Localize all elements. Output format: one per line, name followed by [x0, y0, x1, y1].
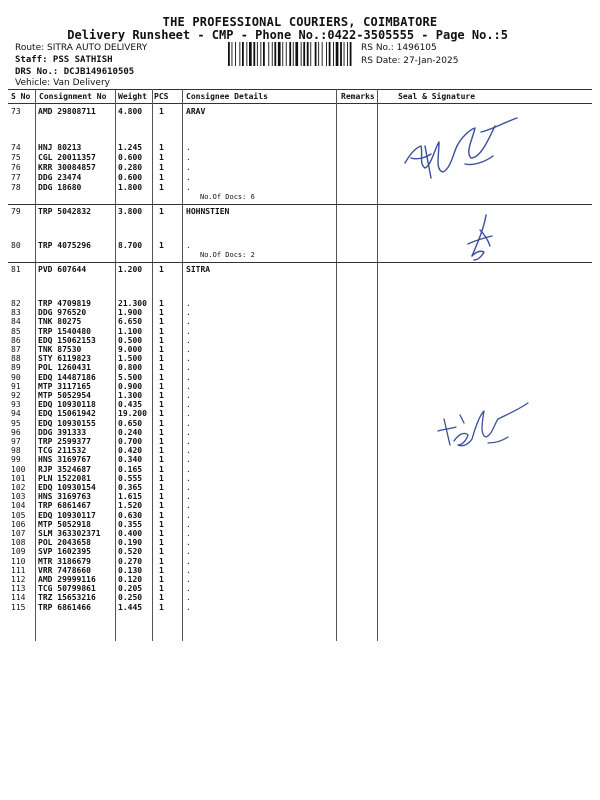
row-weight: 0.600	[118, 173, 143, 182]
col-sep-2	[115, 89, 116, 641]
row-sno: 79	[11, 207, 21, 216]
row-consignment: HNJ 80213	[38, 143, 82, 152]
barcode-bar	[278, 42, 281, 66]
row-sno: 85	[11, 326, 21, 336]
row-sno: 83	[11, 308, 21, 318]
row-pcs: 1	[159, 437, 164, 446]
row-consignment: EDQ 10930118	[38, 400, 96, 410]
row-pcs: 1	[159, 163, 164, 172]
row-weight: 1.800	[118, 183, 143, 192]
barcode-bar	[228, 42, 230, 66]
consignee-name: SITRA	[186, 265, 211, 274]
row-consignment: SVP 1602395	[38, 547, 91, 557]
row-consignment: TRP 5042832	[38, 207, 91, 216]
row-weight: 1.500	[118, 354, 143, 364]
consignee-dot: .	[186, 538, 191, 548]
consignee-dot: .	[186, 400, 191, 410]
barcode-bar	[295, 42, 298, 66]
row-pcs: 1	[159, 299, 164, 308]
row-weight: 6.650	[118, 317, 143, 327]
row-consignment: PVD 607644	[38, 265, 87, 274]
consignee-dot: .	[186, 473, 191, 483]
col-sep-6	[377, 89, 378, 641]
row-weight: 0.900	[118, 381, 143, 391]
row-weight: 8.700	[118, 241, 143, 250]
row-pcs: 1	[159, 317, 164, 327]
row-sno: 107	[11, 529, 26, 538]
row-consignment: EDQ 10930154	[38, 483, 96, 492]
row-consignment: EDQ 10930155	[38, 418, 96, 428]
row-weight: 0.130	[118, 565, 143, 575]
barcode-bar	[322, 42, 323, 66]
barcode-bar	[344, 42, 345, 66]
row-consignment: MTP 3117165	[38, 381, 91, 391]
group-rule-1	[8, 204, 592, 205]
col-header-pcs: PCS	[154, 92, 169, 101]
row-consignment: TRP 2599377	[38, 437, 91, 446]
row-sno: 111	[11, 565, 26, 575]
row-weight: 1.900	[118, 308, 143, 318]
row-weight: 4.800	[118, 107, 143, 116]
row-consignment: MTP 5052954	[38, 391, 91, 400]
consignee-dot: .	[186, 575, 191, 584]
row-pcs: 1	[159, 593, 164, 603]
barcode-bar	[232, 42, 233, 66]
row-pcs: 1	[159, 173, 164, 182]
row-consignment: POL 2043658	[38, 538, 91, 548]
row-pcs: 1	[159, 326, 164, 336]
row-weight: 0.270	[118, 556, 143, 566]
row-pcs: 1	[159, 492, 164, 502]
row-pcs: 1	[159, 501, 164, 511]
consignee-dot: .	[186, 584, 191, 594]
row-pcs: 1	[159, 391, 164, 400]
consignee-dot: .	[186, 529, 191, 538]
signature-scribble-2	[458, 210, 508, 265]
row-sno: 75	[11, 153, 21, 162]
row-sno: 92	[11, 391, 21, 400]
barcode-bar	[315, 42, 317, 66]
row-weight: 0.165	[118, 464, 143, 474]
consignee-dot: .	[186, 381, 191, 391]
row-consignment: TCG 50799861	[38, 584, 96, 594]
row-weight: 0.420	[118, 446, 143, 456]
row-weight: 0.250	[118, 593, 143, 603]
row-sno: 73	[11, 107, 21, 116]
row-weight: 21.300	[118, 299, 147, 308]
row-weight: 3.800	[118, 207, 143, 216]
vehicle-label: Vehicle: Van Delivery	[15, 78, 110, 88]
row-consignment: TRP 6861466	[38, 602, 91, 612]
row-sno: 88	[11, 354, 21, 364]
consignee-dot: .	[186, 602, 191, 612]
row-consignment: DDG 23474	[38, 173, 82, 182]
row-pcs: 1	[159, 241, 164, 250]
barcode-bar	[235, 42, 236, 66]
row-consignment: TRP 4709819	[38, 299, 91, 308]
consignee-dot: .	[186, 241, 191, 250]
barcode-image	[228, 42, 352, 66]
row-weight: 0.700	[118, 437, 143, 446]
rs-number: RS No.: 1496105	[361, 43, 437, 53]
consignee-dot: .	[186, 418, 191, 428]
row-weight: 0.500	[118, 335, 143, 345]
barcode-bar	[293, 42, 294, 66]
row-sno: 96	[11, 427, 21, 437]
row-pcs: 1	[159, 107, 164, 116]
row-sno: 103	[11, 492, 26, 502]
barcode-bar	[307, 42, 309, 66]
barcode-bar	[336, 42, 339, 66]
row-weight: 1.100	[118, 326, 143, 336]
barcode-bar	[257, 42, 258, 66]
consignee-dot: .	[186, 565, 191, 575]
row-consignment: RJP 3524687	[38, 464, 91, 474]
row-consignment: HNS 3169767	[38, 455, 91, 465]
row-pcs: 1	[159, 473, 164, 483]
row-consignment: SLM 363302371	[38, 529, 101, 538]
row-consignment: TNK 80275	[38, 317, 82, 327]
barcode-bar	[333, 42, 334, 66]
row-consignment: POL 1260431	[38, 363, 91, 373]
barcode-bar	[340, 42, 342, 66]
consignee-name: HOHNSTIEN	[186, 207, 230, 216]
row-pcs: 1	[159, 427, 164, 437]
row-sno: 91	[11, 381, 21, 391]
row-weight: 1.445	[118, 602, 143, 612]
row-weight: 0.435	[118, 400, 143, 410]
barcode-bar	[329, 42, 331, 66]
row-consignment: DDG 18680	[38, 183, 82, 192]
row-pcs: 1	[159, 575, 164, 584]
row-pcs: 1	[159, 602, 164, 612]
page-subtitle: Delivery Runsheet - CMP - Phone No.:0422-3505555 - Page No.:5	[67, 28, 508, 42]
consignee-dot: .	[186, 483, 191, 492]
col-header-remarks: Remarks	[341, 92, 375, 101]
row-consignment: EDQ 10930117	[38, 510, 96, 520]
row-weight: 0.280	[118, 163, 143, 172]
row-weight: 0.355	[118, 519, 143, 529]
row-pcs: 1	[159, 547, 164, 557]
no-of-docs: No.Of Docs: 2	[200, 251, 255, 259]
row-pcs: 1	[159, 354, 164, 364]
row-weight: 0.630	[118, 510, 143, 520]
row-consignment: EDQ 14487186	[38, 372, 96, 382]
row-weight: 0.555	[118, 473, 143, 483]
col-header-weight: Weight	[118, 92, 147, 101]
barcode-bar	[301, 42, 302, 66]
consignee-dot: .	[186, 519, 191, 529]
barcode-bar	[272, 42, 273, 66]
row-sno: 109	[11, 547, 26, 557]
row-weight: 1.520	[118, 501, 143, 511]
consignee-dot: .	[186, 547, 191, 557]
row-sno: 95	[11, 418, 21, 428]
row-consignment: AMD 29999116	[38, 575, 96, 584]
consignee-dot: .	[186, 409, 191, 419]
consignee-dot: .	[186, 427, 191, 437]
row-pcs: 1	[159, 207, 164, 216]
barcode-bar	[263, 42, 265, 66]
row-pcs: 1	[159, 464, 164, 474]
consignee-dot: .	[186, 455, 191, 465]
row-weight: 1.300	[118, 391, 143, 400]
row-pcs: 1	[159, 143, 164, 152]
row-sno: 98	[11, 446, 21, 456]
consignee-dot: .	[186, 163, 191, 172]
col-sep-1	[35, 89, 36, 641]
row-sno: 104	[11, 501, 26, 511]
signature-scribble-1	[395, 108, 535, 198]
row-consignment: KRR 30084857	[38, 163, 96, 172]
row-pcs: 1	[159, 345, 164, 354]
table-header-rule	[8, 103, 592, 104]
row-consignment: HNS 3169763	[38, 492, 91, 502]
consignee-dot: .	[186, 153, 191, 162]
row-consignment: TNK 87530	[38, 345, 82, 354]
row-pcs: 1	[159, 556, 164, 566]
barcode-bar	[239, 42, 240, 66]
row-consignment: DDG 976520	[38, 308, 87, 318]
row-sno: 87	[11, 345, 21, 354]
staff-label: Staff: PSS SATHISH	[15, 55, 113, 65]
barcode-bar	[242, 42, 244, 66]
row-pcs: 1	[159, 372, 164, 382]
row-weight: 1.615	[118, 492, 143, 502]
barcode-bar	[268, 42, 269, 66]
barcode-bar	[286, 42, 287, 66]
col-sep-4	[182, 89, 183, 641]
row-sno: 113	[11, 584, 26, 594]
barcode-bar	[318, 42, 319, 66]
barcode-bar	[350, 42, 352, 66]
barcode-bar	[260, 42, 261, 66]
row-weight: 0.120	[118, 575, 143, 584]
barcode-bar	[274, 42, 276, 66]
row-weight: 0.240	[118, 427, 143, 437]
consignee-dot: .	[186, 464, 191, 474]
consignee-dot: .	[186, 556, 191, 566]
row-weight: 0.400	[118, 529, 143, 538]
row-weight: 0.650	[118, 418, 143, 428]
consignee-dot: .	[186, 173, 191, 182]
row-weight: 0.340	[118, 455, 143, 465]
row-pcs: 1	[159, 335, 164, 345]
barcode-bar	[289, 42, 291, 66]
row-weight: 0.520	[118, 547, 143, 557]
row-consignment: AMD 29808711	[38, 107, 96, 116]
consignee-dot: .	[186, 143, 191, 152]
row-sno: 94	[11, 409, 21, 419]
row-sno: 90	[11, 372, 21, 382]
row-pcs: 1	[159, 538, 164, 548]
col-header-consignment: Consignment No	[39, 92, 107, 101]
no-of-docs: No.Of Docs: 6	[200, 193, 255, 201]
consignee-dot: .	[186, 492, 191, 502]
row-consignment: VRR 7478660	[38, 565, 91, 575]
row-pcs: 1	[159, 400, 164, 410]
consignee-dot: .	[186, 326, 191, 336]
barcode-bar	[246, 42, 247, 66]
consignee-dot: .	[186, 501, 191, 511]
col-sep-3	[152, 89, 153, 641]
row-weight: 1.245	[118, 143, 143, 152]
row-sno: 89	[11, 363, 21, 373]
consignee-dot: .	[186, 372, 191, 382]
row-sno: 86	[11, 335, 21, 345]
row-consignment: PLN 1522081	[38, 473, 91, 483]
barcode-bar	[310, 42, 311, 66]
consignee-dot: .	[186, 593, 191, 603]
row-sno: 99	[11, 455, 21, 465]
row-weight: 5.500	[118, 372, 143, 382]
row-sno: 80	[11, 241, 21, 250]
row-sno: 78	[11, 183, 21, 192]
row-pcs: 1	[159, 308, 164, 318]
row-pcs: 1	[159, 265, 164, 274]
row-sno: 102	[11, 483, 26, 492]
drs-label: DRS No.: DCJB149610505	[15, 67, 135, 77]
consignee-dot: .	[186, 510, 191, 520]
row-pcs: 1	[159, 409, 164, 419]
row-consignment: TRP 1540480	[38, 326, 91, 336]
row-sno: 114	[11, 593, 26, 603]
row-sno: 81	[11, 265, 21, 274]
row-pcs: 1	[159, 381, 164, 391]
row-weight: 0.600	[118, 153, 143, 162]
row-pcs: 1	[159, 510, 164, 520]
row-consignment: TCG 211532	[38, 446, 87, 456]
signature-scribble-3	[430, 395, 540, 455]
row-weight: 0.365	[118, 483, 143, 492]
col-header-sno: S No	[11, 92, 31, 101]
row-pcs: 1	[159, 519, 164, 529]
row-weight: 0.800	[118, 363, 143, 373]
row-consignment: MTP 5052918	[38, 519, 91, 529]
consignee-dot: .	[186, 363, 191, 373]
consignee-dot: .	[186, 317, 191, 327]
barcode-bar	[249, 42, 252, 66]
barcode-bar	[253, 42, 255, 66]
row-sno: 108	[11, 538, 26, 548]
barcode-bar	[303, 42, 305, 66]
route-label: Route: SITRA AUTO DELIVERY	[15, 43, 148, 53]
consignee-name: ARAV	[186, 107, 206, 116]
row-sno: 93	[11, 400, 21, 410]
row-sno: 100	[11, 464, 26, 474]
consignee-dot: .	[186, 391, 191, 400]
row-sno: 74	[11, 143, 21, 152]
row-pcs: 1	[159, 418, 164, 428]
consignee-dot: .	[186, 437, 191, 446]
row-consignment: EDQ 15062153	[38, 335, 96, 345]
row-sno: 82	[11, 299, 21, 308]
row-sno: 105	[11, 510, 26, 520]
row-pcs: 1	[159, 363, 164, 373]
col-header-seal: Seal & Signature	[398, 92, 476, 101]
consignee-dot: .	[186, 446, 191, 456]
barcode-bar	[282, 42, 283, 66]
row-weight: 0.190	[118, 538, 143, 548]
row-weight: 1.200	[118, 265, 143, 274]
table-top-rule	[8, 89, 592, 90]
consignee-dot: .	[186, 345, 191, 354]
row-sno: 106	[11, 519, 26, 529]
row-weight: 19.200	[118, 409, 147, 419]
row-pcs: 1	[159, 446, 164, 456]
col-sep-5	[336, 89, 337, 641]
row-consignment: DDG 391333	[38, 427, 87, 437]
barcode-bar	[347, 42, 348, 66]
row-sno: 112	[11, 575, 26, 584]
row-consignment: TRZ 15653216	[38, 593, 96, 603]
row-pcs: 1	[159, 455, 164, 465]
row-pcs: 1	[159, 153, 164, 162]
row-pcs: 1	[159, 529, 164, 538]
row-consignment: MTR 3186679	[38, 556, 91, 566]
barcode-bar	[326, 42, 327, 66]
row-sno: 110	[11, 556, 26, 566]
row-pcs: 1	[159, 565, 164, 575]
row-pcs: 1	[159, 183, 164, 192]
row-consignment: TRP 6861467	[38, 501, 91, 511]
consignee-dot: .	[186, 299, 191, 308]
rs-date: RS Date: 27-Jan-2025	[361, 56, 459, 66]
row-weight: 0.205	[118, 584, 143, 594]
consignee-dot: .	[186, 335, 191, 345]
page-title: THE PROFESSIONAL COURIERS, COIMBATORE	[162, 15, 438, 29]
row-sno: 101	[11, 473, 26, 483]
row-consignment: TRP 4075296	[38, 241, 91, 250]
row-pcs: 1	[159, 584, 164, 594]
consignee-dot: .	[186, 354, 191, 364]
row-pcs: 1	[159, 483, 164, 492]
row-sno: 77	[11, 173, 21, 182]
row-consignment: CGL 20011357	[38, 153, 96, 162]
row-sno: 84	[11, 317, 21, 327]
consignee-dot: .	[186, 308, 191, 318]
col-header-consignee: Consignee Details	[186, 92, 268, 101]
row-sno: 115	[11, 602, 26, 612]
consignee-dot: .	[186, 183, 191, 192]
row-sno: 76	[11, 163, 21, 172]
row-consignment: EDQ 15061942	[38, 409, 96, 419]
row-sno: 97	[11, 437, 21, 446]
row-weight: 9.000	[118, 345, 143, 354]
row-consignment: STY 6119823	[38, 354, 91, 364]
